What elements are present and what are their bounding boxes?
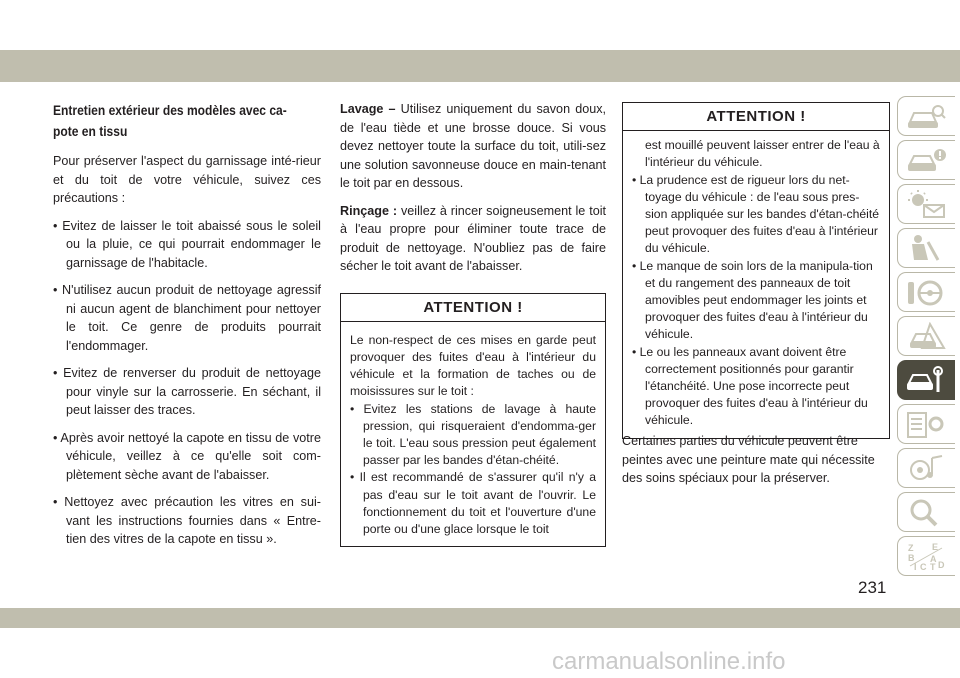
search-icon — [906, 498, 948, 528]
svg-text:D: D — [938, 560, 945, 570]
car-search-icon — [906, 102, 948, 132]
lavage-text: Utilisez uniquement du savon doux, de l'eau tiède et une brosse douce. Si vous devez nettoyer toute la surface du toit, utili-sez une solution savonneuse douce en main-tenant le toit par en dessous. — [340, 102, 607, 190]
tab-steering[interactable] — [897, 272, 955, 312]
warning-box — [340, 293, 606, 548]
warning-intro: Le non-respect de ces mises en garde peut provoquer des fuites d'eau à l'intérieur du véhicule et la formation de taches ou de moisissures sur le toit : — [350, 332, 596, 399]
tab-seat-airbag[interactable] — [897, 228, 955, 268]
tab-index[interactable] — [897, 536, 955, 576]
tab-multimedia[interactable] — [897, 448, 955, 488]
warning-box-continued — [622, 102, 890, 439]
column-2 — [340, 100, 606, 547]
lavage-label: Lavage – — [340, 102, 396, 116]
section-heading: Entretien extérieur des modèles avec ca- pote en tissu — [53, 103, 287, 139]
warning-item: • Il est recommandé de s'assurer qu'il n'y a pas d'eau sur le toit avant de l'ouvrir. Le fonctionnement du toit et l'ouverture d'une porte ou d'une glace lorsque le toit — [350, 469, 596, 538]
tab-specs[interactable] — [897, 404, 955, 444]
intro-paragraph: Pour préserver l'aspect du garnissage inté-rieur et du toit de votre véhicule, suivez ces précautions : — [53, 154, 321, 205]
matte-paint-paragraph: Certaines parties du véhicule peuvent être peintes avec une peinture mate qui nécessite des soins spéciaux pour la préserver. — [622, 434, 875, 485]
column-1 — [53, 100, 321, 558]
svg-text:C: C — [920, 562, 927, 572]
seat-airbag-icon — [906, 234, 948, 264]
warning-body — [623, 131, 889, 437]
page-number: 231 — [858, 578, 887, 597]
car-crash-icon — [906, 322, 948, 352]
lights-message-icon — [906, 190, 948, 220]
svg-text:E: E — [932, 542, 939, 552]
watermark: carmanualsonline.info — [552, 648, 786, 675]
tab-car-search[interactable] — [897, 96, 955, 136]
tab-search[interactable] — [897, 492, 955, 532]
footer-band — [0, 608, 960, 628]
header-band — [0, 50, 960, 82]
warning-title: ATTENTION ! — [341, 294, 605, 322]
list-item: • N'utilisez aucun produit de nettoyage agressif ni aucun agent de blanchiment pour nettoyer le toit. Ce genre de produits pourrait l'endommager. — [53, 281, 321, 355]
car-wrench-icon — [906, 366, 948, 396]
alphabetical-index-icon — [906, 542, 948, 572]
warning-continuation: est mouillé peuvent laisser entrer de l'eau à l'intérieur du véhicule. — [645, 138, 880, 170]
tab-car-warning[interactable] — [897, 140, 955, 180]
lavage-paragraph — [340, 100, 606, 193]
chapter-tabs — [897, 96, 955, 580]
svg-text:Z: Z — [908, 543, 914, 553]
warning-item: • La prudence est de rigueur lors du net-toyage du véhicule : de l'eau sous pres-sion appliquée sur les bandes d'étan-chéité peut provoquer des fuites d'eau à l'intérieur du véhicule. — [632, 172, 880, 258]
svg-text:I: I — [914, 562, 917, 572]
rincage-text: veillez à rincer soigneusement le toit à l'eau propre pour éliminer toute trace de produit de nettoyage. N'oubliez pas de faire sécher le toit avant de l'abaisser. — [340, 203, 607, 273]
list-item: • Après avoir nettoyé la capote en tissu de votre véhicule, veillez à ce qu'elle soit com-plètement sèche avant de l'abaisser. — [53, 429, 321, 485]
svg-text:A: A — [930, 554, 937, 564]
car-warning-icon — [906, 146, 948, 176]
steering-wheel-icon — [906, 278, 948, 308]
tab-car-crash[interactable] — [897, 316, 955, 356]
warning-item: • Le manque de soin lors de la manipula-tion et du rangement des panneaux de toit amovibles peut endommager les joints et provoquer des fuites d'eau à l'intérieur du véhicule. — [632, 258, 880, 344]
tab-lights-message[interactable] — [897, 184, 955, 224]
list-item: • Nettoyez avec précaution les vitres en sui-vant les instructions fournies dans « Entre-tien des vitres de la capote en tissu ». — [53, 493, 321, 549]
list-item: • Evitez de laisser le toit abaissé sous le soleil ou la pluie, ce qui pourrait endommager le garnissage de l'habitacle. — [53, 217, 321, 273]
multimedia-icon — [906, 454, 948, 484]
warning-body — [341, 322, 605, 546]
warning-item: • Le ou les panneaux avant doivent être correctement positionnés pour garantir l'étanchéité. Une pose incorrecte peut provoquer des fuites d'eau à l'intérieur du véhicule. — [632, 344, 880, 430]
tab-maintenance[interactable] — [897, 360, 955, 400]
svg-text:T: T — [930, 562, 936, 572]
rincage-paragraph — [340, 202, 606, 276]
rincage-label: Rinçage : — [340, 203, 398, 218]
warning-item: • Evitez les stations de lavage à haute pression, qui risqueraient d'endomma-ger le toit. L'eau sous pression peut également passer par les bandes d'étan-chéité. — [350, 401, 596, 470]
svg-text:B: B — [908, 553, 915, 563]
warning-title: ATTENTION ! — [623, 103, 889, 131]
specs-gear-icon — [906, 410, 948, 440]
list-item: • Evitez de renverser du produit de nettoyage pour vinyle sur la carrosserie. En séchant, il peut laisser des traces. — [53, 364, 321, 420]
